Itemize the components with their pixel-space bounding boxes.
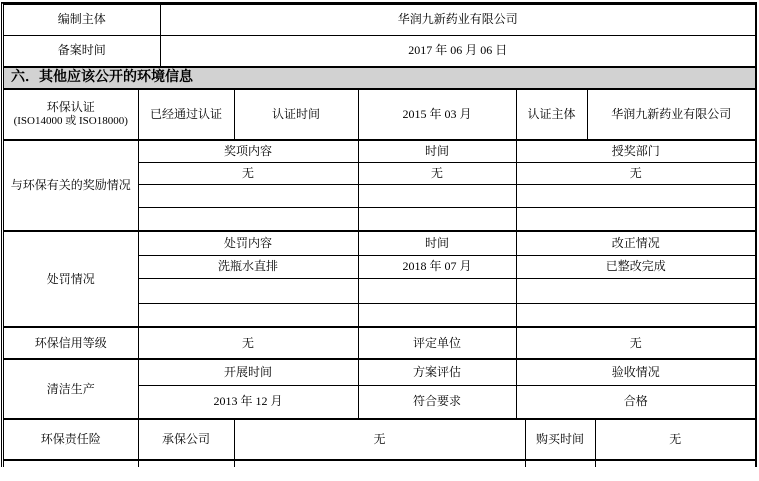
cert-label-main: 环保认证 [46, 100, 95, 115]
clean-production-header-row [4, 359, 755, 385]
awards-group-label: 与环保有关的奖励情况 [4, 140, 138, 231]
insurer-label: 承保公司 [138, 419, 234, 460]
empty-cell [138, 460, 234, 467]
filing-date-label: 备案时间 [4, 35, 160, 67]
awards-cell [358, 184, 516, 207]
penalty-group-label: 处罚情况 [4, 231, 138, 327]
penalty-cell [358, 278, 516, 303]
cert-subject-label: 认证主体 [516, 89, 587, 140]
cert-label [4, 89, 138, 140]
awards-cell [516, 207, 755, 231]
cert-time-label: 认证时间 [234, 89, 358, 140]
credit-assessor-label: 评定单位 [358, 327, 516, 359]
penalty-col-header-correction: 改正情况 [516, 231, 755, 255]
awards-col-header-dept: 授奖部门 [516, 140, 755, 162]
cert-label-sub: (ISO14000 或 ISO18000) [13, 115, 128, 128]
credit-rating-label: 环保信用等级 [4, 327, 138, 359]
penalty-cell [516, 278, 755, 303]
cp-col-header-acceptance: 验收情况 [516, 359, 755, 385]
cert-time-value: 2015 年 03 月 [358, 89, 516, 140]
insurer-value: 无 [234, 419, 525, 460]
cert-subject-value: 华润九新药业有限公司 [587, 89, 755, 140]
purchase-time-value: 无 [595, 419, 755, 460]
penalty-col-header-time: 时间 [358, 231, 516, 255]
empty-cell [4, 460, 138, 467]
empty-cell [595, 460, 755, 467]
preparer-label: 编制主体 [4, 5, 160, 35]
awards-cell [358, 207, 516, 231]
filing-date-row [4, 35, 755, 67]
liability-insurance-row [4, 419, 755, 460]
purchase-time-label: 购买时间 [525, 419, 595, 460]
awards-col-header-content: 奖项内容 [138, 140, 358, 162]
insurance-label: 环保责任险 [4, 419, 138, 460]
preparer-value: 华润九新药业有限公司 [160, 5, 755, 35]
penalty-cell [358, 303, 516, 327]
filing-date-value: 2017 年 06 月 06 日 [160, 35, 755, 67]
credit-rating-value: 无 [138, 327, 358, 359]
cp-value-start-time: 2013 年 12 月 [138, 385, 358, 419]
certification-row [4, 89, 755, 140]
credit-assessor-value: 无 [516, 327, 755, 359]
cp-value-plan-eval: 符合要求 [358, 385, 516, 419]
clean-production-label: 清洁生产 [4, 359, 138, 419]
penalty-header-row [4, 231, 755, 255]
empty-cell [525, 460, 595, 467]
awards-cell: 无 [358, 162, 516, 184]
penalty-cell [138, 303, 358, 327]
penalty-cell: 洗瓶水直排 [138, 255, 358, 278]
awards-cell [138, 184, 358, 207]
penalty-cell [516, 303, 755, 327]
section-title: 六．其他应该公开的环境信息 [4, 67, 755, 89]
awards-col-header-time: 时间 [358, 140, 516, 162]
penalty-cell: 2018 年 07 月 [358, 255, 516, 278]
cp-col-header-start-time: 开展时间 [138, 359, 358, 385]
awards-cell: 无 [138, 162, 358, 184]
partial-next-row [4, 460, 755, 467]
credit-rating-row [4, 327, 755, 359]
document-table [1, 2, 757, 467]
awards-header-row [4, 140, 755, 162]
awards-cell [516, 184, 755, 207]
penalty-col-header-content: 处罚内容 [138, 231, 358, 255]
awards-cell [138, 207, 358, 231]
awards-cell: 无 [516, 162, 755, 184]
cp-col-header-plan-eval: 方案评估 [358, 359, 516, 385]
penalty-cell: 已整改完成 [516, 255, 755, 278]
preparer-row [4, 5, 755, 35]
penalty-cell [138, 278, 358, 303]
cp-value-acceptance: 合格 [516, 385, 755, 419]
section-header-row [4, 67, 755, 89]
empty-cell [234, 460, 525, 467]
cert-status: 已经通过认证 [138, 89, 234, 140]
